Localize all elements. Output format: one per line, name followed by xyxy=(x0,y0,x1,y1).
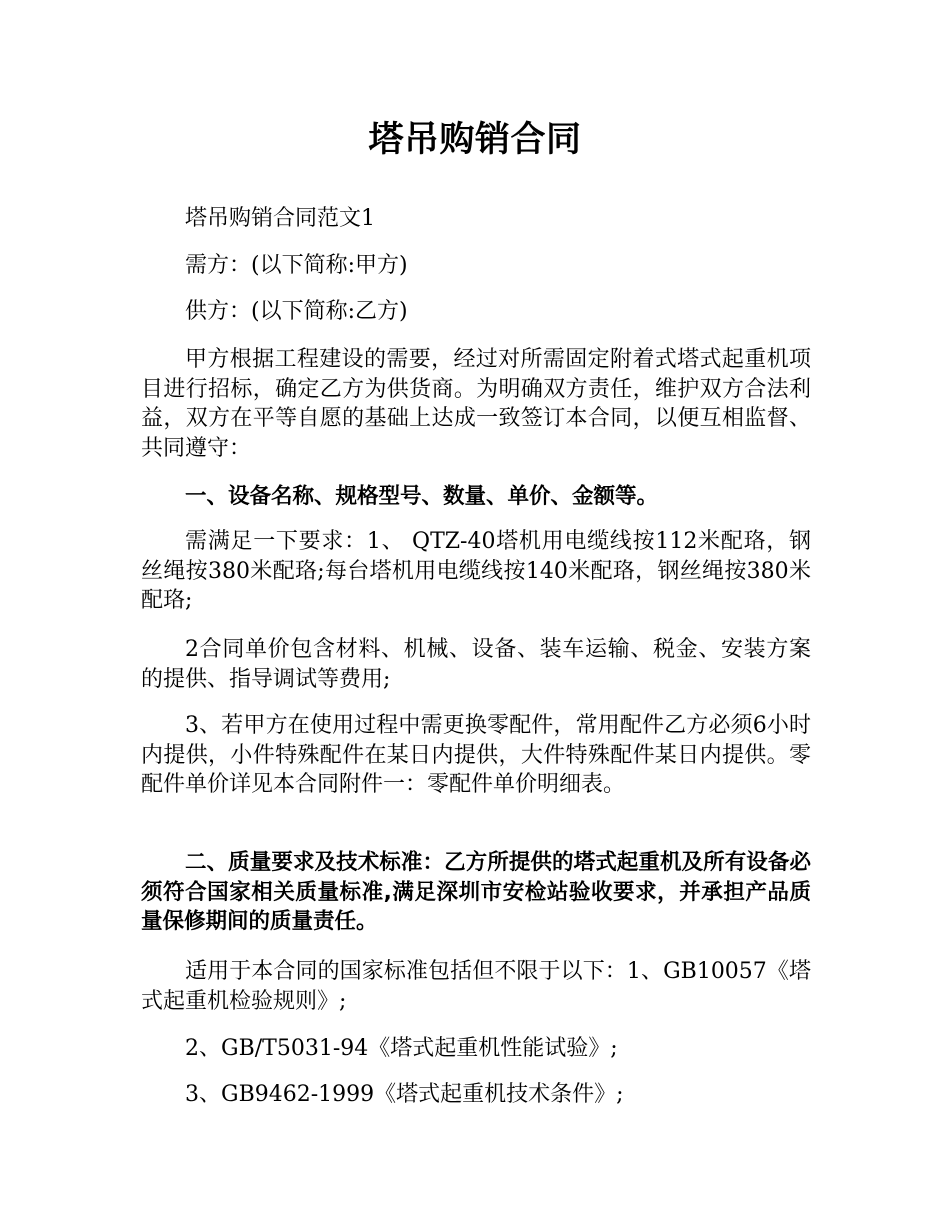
section-heading-quality: 二、质量要求及技术标准：乙方所提供的塔式起重机及所有设备必须符合国家相关质量标准,满足深圳市安检站验收要求，并承担产品质量保修期间的质量责任。 xyxy=(141,850,811,935)
paragraph-preamble: 甲方根据工程建设的需要，经过对所需固定附着式塔式起重机项目进行招标，确定乙方为供货商。为明确双方责任，维护双方合法利益，双方在平等自愿的基础上达成一致签订本合同，以便互相监督、共同遵守： xyxy=(141,347,811,461)
paragraph-standards: 适用于本合同的国家标准包括但不限于以下：1、GB10057《塔式起重机检验规则》; xyxy=(141,959,811,1014)
paragraph-buyer: 需方：(以下简称:甲方) xyxy=(185,253,408,278)
paragraph-standard-2: 2、GB/T5031-94《塔式起重机性能试验》; xyxy=(185,1036,618,1061)
paragraph-standard-3: 3、GB9462-1999《塔式起重机技术条件》; xyxy=(185,1082,624,1107)
document-title: 塔吊购销合同 xyxy=(368,120,582,160)
paragraph-requirements: 需满足一下要求：1、 QTZ-40塔机用电缆线按112米配珞，钢丝绳按380米配珞;每台塔机用电缆线按140米配珞，钢丝绳按380米配珞; xyxy=(141,529,811,614)
paragraph-supplier: 供方：(以下简称:乙方) xyxy=(185,299,408,324)
paragraph-sample-label: 塔吊购销合同范文1 xyxy=(185,206,375,231)
section-heading-equipment: 一、设备名称、规格型号、数量、单价、金额等。 xyxy=(185,484,659,509)
paragraph-spare-parts: 3、若甲方在使用过程中需更换零配件，常用配件乙方必须6小时内提供，小件特殊配件在某日内提供，大件特殊配件某日内提供。零配件单价详见本合同附件一：零配件单价明细表。 xyxy=(141,713,811,798)
paragraph-unit-price: 2合同单价包含材料、机械、设备、装车运输、税金、安装方案的提供、指导调试等费用; xyxy=(141,637,811,692)
